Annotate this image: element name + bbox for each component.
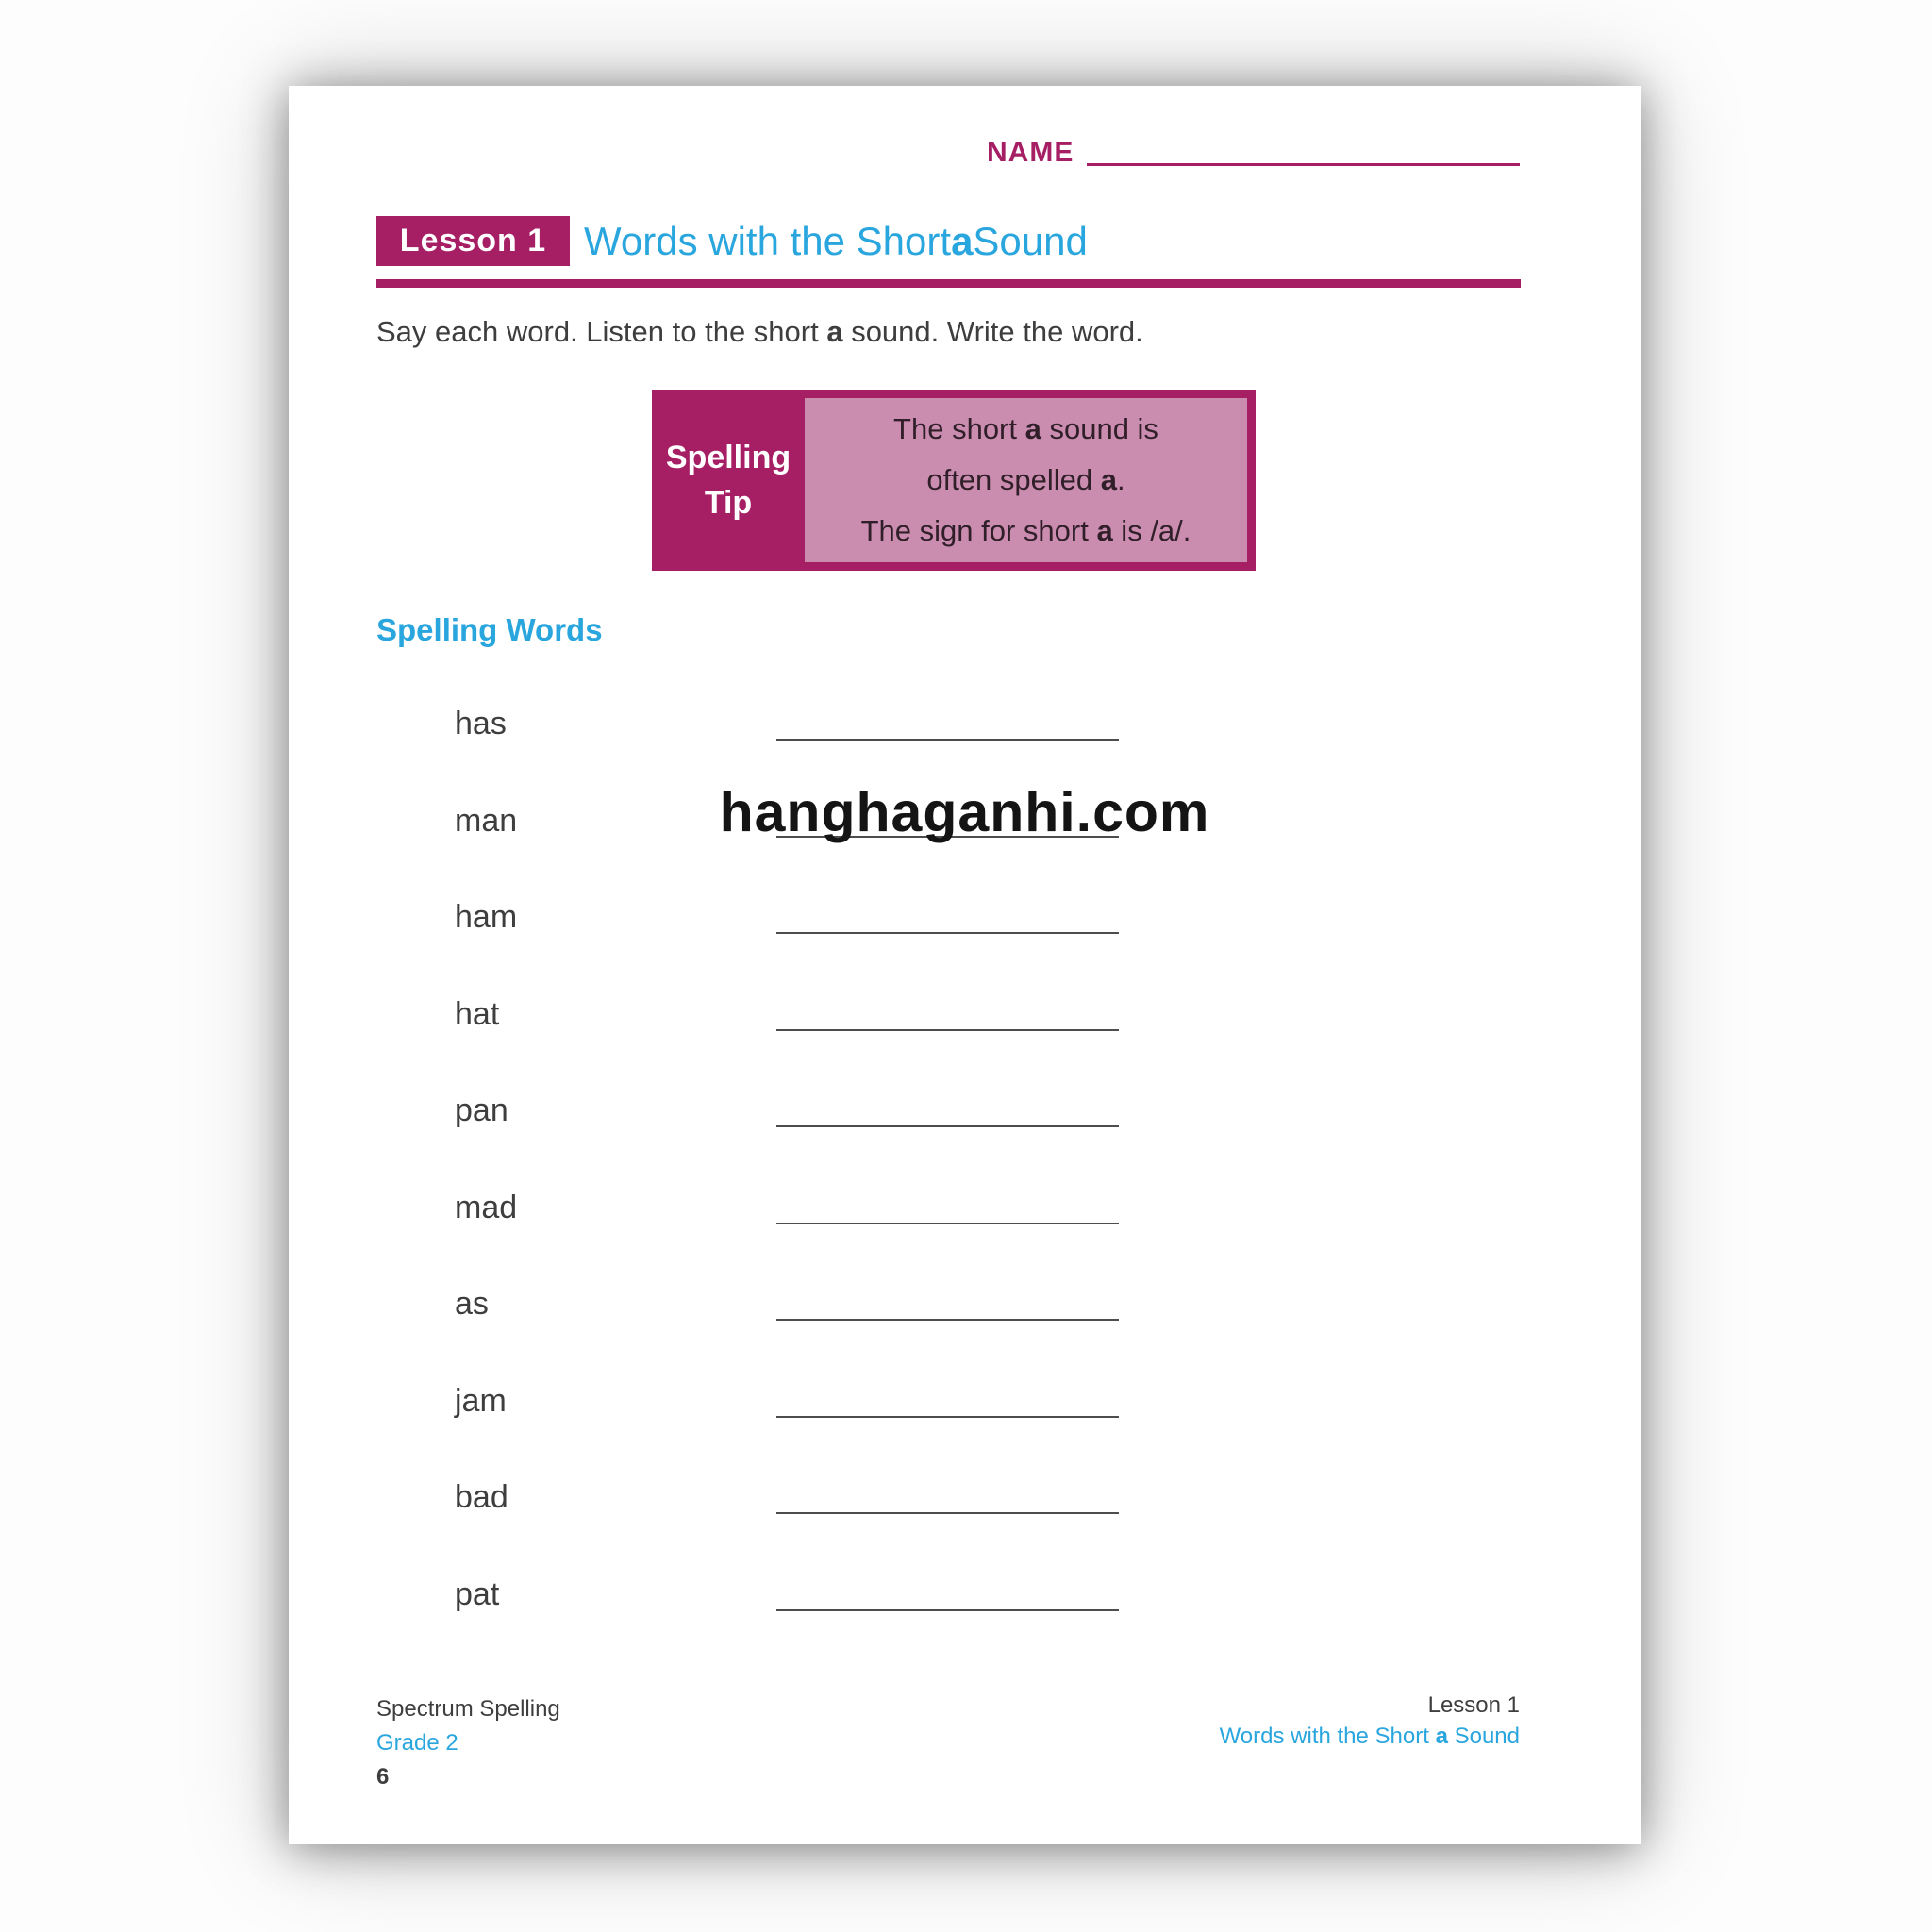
word-row bbox=[455, 896, 1124, 941]
footer-book-title: Spectrum Spelling bbox=[376, 1696, 560, 1722]
write-line bbox=[776, 896, 1119, 934]
footer-lesson-number: Lesson 1 bbox=[1427, 1692, 1520, 1718]
word-row bbox=[455, 1574, 1124, 1619]
write-line bbox=[776, 1187, 1119, 1224]
tip-line-1-suffix: sound is bbox=[1041, 412, 1158, 445]
lesson-title-suffix: Sound bbox=[973, 218, 1088, 263]
lesson-title-prefix: Words with the Short bbox=[584, 218, 952, 263]
instruction-text bbox=[376, 315, 1143, 349]
word-row bbox=[455, 703, 1124, 748]
footer-page-number: 6 bbox=[376, 1764, 390, 1790]
footer-lesson-title-bold-a: a bbox=[1435, 1724, 1448, 1749]
spelling-word: mad bbox=[455, 1190, 518, 1225]
write-line bbox=[776, 1574, 1119, 1611]
spelling-word: man bbox=[455, 803, 518, 839]
tip-line-3-prefix: The sign for short bbox=[860, 514, 1097, 547]
footer-lesson-title bbox=[1220, 1721, 1520, 1752]
spelling-word: pan bbox=[455, 1092, 508, 1128]
word-row bbox=[455, 1380, 1124, 1425]
tip-line-2 bbox=[926, 455, 1124, 506]
name-write-line bbox=[1087, 163, 1520, 166]
tip-line-1 bbox=[893, 404, 1158, 455]
spelling-words-heading: Spelling Words bbox=[376, 612, 603, 647]
write-line bbox=[776, 993, 1119, 1031]
word-row bbox=[455, 1187, 1124, 1232]
spelling-word: jam bbox=[455, 1383, 507, 1419]
watermark-text: hanghaganhi.com bbox=[719, 781, 1210, 843]
write-line bbox=[776, 1090, 1119, 1127]
worksheet-page bbox=[289, 86, 1641, 1844]
lesson-title bbox=[584, 216, 1088, 266]
footer-grade: Grade 2 bbox=[376, 1730, 458, 1756]
lesson-badge: Lesson 1 bbox=[376, 216, 570, 266]
tip-line-1-prefix: The short bbox=[893, 412, 1025, 445]
footer-lesson-title-prefix: Words with the Short bbox=[1219, 1724, 1436, 1749]
spelling-tip-label-line2: Tip bbox=[704, 485, 753, 521]
tip-line-2-prefix: often spelled bbox=[926, 463, 1101, 496]
footer-lesson-title-suffix: Sound bbox=[1447, 1724, 1520, 1749]
write-line bbox=[776, 1476, 1119, 1514]
instruction-bold-a: a bbox=[826, 315, 843, 348]
write-line bbox=[776, 1283, 1119, 1321]
write-line bbox=[776, 703, 1119, 741]
tip-line-2-suffix: . bbox=[1117, 463, 1125, 496]
footer-left bbox=[376, 1692, 560, 1794]
tip-line-3-suffix: is /a/. bbox=[1112, 514, 1191, 547]
tip-line-2-bold-a: a bbox=[1100, 463, 1118, 496]
spelling-word: ham bbox=[455, 899, 518, 935]
spelling-word: has bbox=[455, 706, 507, 741]
instruction-suffix: sound. Write the word. bbox=[842, 315, 1143, 348]
spelling-tip-box bbox=[652, 390, 1256, 571]
spelling-word: bad bbox=[455, 1479, 508, 1515]
spelling-tip-body bbox=[805, 398, 1247, 562]
instruction-prefix: Say each word. Listen to the short bbox=[376, 315, 827, 348]
word-row bbox=[455, 993, 1124, 1039]
tip-line-3 bbox=[861, 506, 1191, 557]
name-field-row bbox=[987, 137, 1520, 169]
word-row bbox=[455, 1476, 1124, 1522]
word-row bbox=[455, 1283, 1124, 1328]
write-line bbox=[776, 1380, 1119, 1418]
title-rule bbox=[376, 279, 1521, 288]
spelling-tip-label-line1: Spelling bbox=[665, 440, 791, 475]
spelling-tip-label bbox=[652, 390, 805, 571]
name-label: NAME bbox=[987, 137, 1074, 168]
spelling-word: pat bbox=[455, 1576, 500, 1612]
spelling-word: hat bbox=[455, 996, 500, 1032]
spelling-word: as bbox=[455, 1286, 489, 1322]
lesson-title-bold-a: a bbox=[951, 218, 974, 263]
word-row bbox=[455, 1090, 1124, 1135]
tip-line-1-bold-a: a bbox=[1024, 412, 1041, 445]
footer-right bbox=[1220, 1690, 1520, 1752]
tip-line-3-bold-a: a bbox=[1096, 514, 1113, 547]
